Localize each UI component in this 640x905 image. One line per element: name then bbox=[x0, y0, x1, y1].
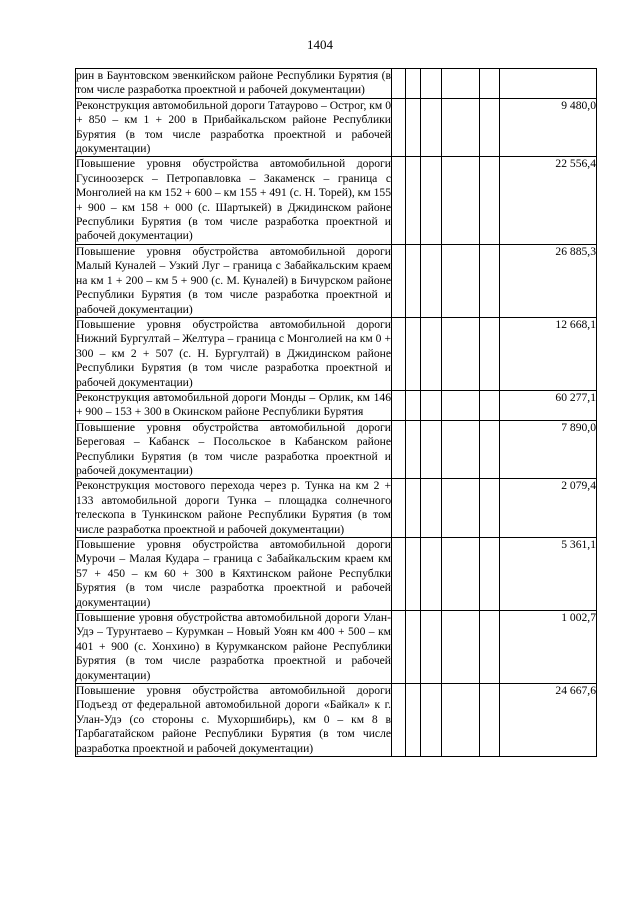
empty-cell bbox=[442, 479, 480, 538]
empty-cell bbox=[421, 611, 442, 684]
row-amount: 26 885,3 bbox=[500, 244, 597, 317]
empty-cell bbox=[442, 98, 480, 157]
empty-cell bbox=[406, 69, 421, 99]
empty-cell bbox=[421, 479, 442, 538]
row-description: Повышение уровня обустройства автомобильной дороги Гусиноозерск – Петропавловка – Закаменск – граница с Монголией на км 152 + 600 – км 155 + 491 (с. Н. Торей), км 155 + 900 – км 158 + 000 (с. Шартыкей) в Джидинском районе Республики Бурятия (в том числе разработка проектной и рабочей документации) bbox=[76, 157, 391, 243]
empty-cell bbox=[480, 98, 500, 157]
empty-cell bbox=[480, 317, 500, 390]
row-amount: 9 480,0 bbox=[500, 98, 597, 157]
empty-cell bbox=[406, 157, 421, 244]
empty-cell bbox=[392, 420, 406, 479]
budget-table bbox=[75, 68, 597, 757]
table-row bbox=[76, 69, 597, 99]
row-description: Повышение уровня обустройства автомобильной дороги Подъезд от федеральной автомобильной дороги «Байкал» к г. Улан-Удэ (со стороны с. Мухоршибирь), км 0 – км 8 в Тарбагатайском районе Республики Бурятия (в том числе разработка проектной и рабочей документации) bbox=[76, 684, 391, 755]
empty-cell bbox=[480, 244, 500, 317]
table-row bbox=[76, 538, 597, 611]
row-description: Реконструкция автомобильной дороги Татаурово – Острог, км 0 + 850 – км 1 + 200 в Прибайкальском районе Республики Бурятия (в том числе разработка проектной и рабочей документации) bbox=[76, 98, 391, 156]
empty-cell bbox=[406, 98, 421, 157]
budget-table-body bbox=[76, 69, 597, 757]
empty-cell bbox=[442, 611, 480, 684]
empty-cell bbox=[442, 684, 480, 757]
empty-cell bbox=[392, 479, 406, 538]
empty-cell bbox=[442, 244, 480, 317]
empty-cell bbox=[406, 420, 421, 479]
empty-cell bbox=[480, 420, 500, 479]
row-description: Повышение уровня обустройства автомобильной дороги Нижний Бургултай – Желтура – граница с Монголией на км 0 + 300 – км 2 + 507 (с. Н. Бургултай) в Джидинском районе Республики Бурятия (в том числе разработка проектной и рабочей документации) bbox=[76, 317, 391, 389]
table-row bbox=[76, 390, 597, 420]
table-row bbox=[76, 611, 597, 684]
empty-cell bbox=[480, 684, 500, 757]
empty-cell bbox=[392, 98, 406, 157]
empty-cell bbox=[421, 317, 442, 390]
row-description: рин в Баунтовском эвенкийском районе Республики Бурятия (в том числе разработка проектной и рабочей документации) bbox=[76, 69, 391, 97]
empty-cell bbox=[421, 684, 442, 757]
empty-cell bbox=[406, 390, 421, 420]
row-amount: 2 079,4 bbox=[500, 479, 597, 538]
empty-cell bbox=[392, 684, 406, 757]
empty-cell bbox=[421, 157, 442, 244]
empty-cell bbox=[406, 611, 421, 684]
row-amount: 60 277,1 bbox=[500, 390, 597, 420]
table-row bbox=[76, 98, 597, 157]
row-amount: 22 556,4 bbox=[500, 157, 597, 244]
row-amount bbox=[500, 69, 597, 99]
empty-cell bbox=[480, 479, 500, 538]
empty-cell bbox=[421, 244, 442, 317]
table-row bbox=[76, 244, 597, 317]
table-row bbox=[76, 157, 597, 244]
table-row bbox=[76, 420, 597, 479]
empty-cell bbox=[406, 479, 421, 538]
row-description: Реконструкция мостового перехода через р. Тунка на км 2 + 133 автомобильной дороги Тунка – площадка солнечного телескопа в Тункинском районе Республики Бурятия (в том числе разработка проектной и рабочей документации) bbox=[76, 479, 391, 536]
row-description: Повышение уровня обустройства автомобильной дороги Малый Куналей – Узкий Луг – граница с Забайкальским краем на км 1 + 200 – км 5 + 900 (с. М. Куналей) в Бичурском районе Республики Бурятия (в том числе разработка проектной и рабочей документации) bbox=[76, 244, 391, 316]
row-amount: 24 667,6 bbox=[500, 684, 597, 757]
row-description: Реконструкция автомобильной дороги Монды – Орлик, км 146 + 900 – 153 + 300 в Окинском районе Республики Бурятия bbox=[76, 390, 391, 419]
empty-cell bbox=[442, 69, 480, 99]
empty-cell bbox=[480, 69, 500, 99]
empty-cell bbox=[406, 538, 421, 611]
empty-cell bbox=[421, 69, 442, 99]
empty-cell bbox=[442, 390, 480, 420]
empty-cell bbox=[392, 390, 406, 420]
empty-cell bbox=[421, 538, 442, 611]
empty-cell bbox=[421, 390, 442, 420]
empty-cell bbox=[392, 538, 406, 611]
empty-cell bbox=[480, 157, 500, 244]
row-amount: 1 002,7 bbox=[500, 611, 597, 684]
row-description: Повышение уровня обустройства автомобильной дороги Мурочи – Малая Кудара – граница с Забайкальским краем км 57 + 450 – км 60 + 300 в Кяхтинском районе Республки Бурятия (в том числе разработка проектной и рабочей документации) bbox=[76, 538, 391, 609]
empty-cell bbox=[480, 611, 500, 684]
row-amount: 12 668,1 bbox=[500, 317, 597, 390]
row-amount: 5 361,1 bbox=[500, 538, 597, 611]
table-row bbox=[76, 479, 597, 538]
row-description: Повышение уровня обустройства автомобильной дороги Улан-Удэ – Турунтаево – Курумкан – Новый Уоян км 400 + 500 – км 401 + 900 (с. Хонхино) в Курумканском районе Республики Бурятия (в том числе разработка проектной и рабочей документации) bbox=[76, 611, 391, 682]
empty-cell bbox=[392, 244, 406, 317]
empty-cell bbox=[421, 98, 442, 157]
empty-cell bbox=[480, 390, 500, 420]
row-amount: 7 890,0 bbox=[500, 420, 597, 479]
empty-cell bbox=[406, 317, 421, 390]
table-row bbox=[76, 684, 597, 757]
empty-cell bbox=[442, 157, 480, 244]
empty-cell bbox=[392, 157, 406, 244]
row-description: Повышение уровня обустройства автомобильной дороги Береговая – Кабанск – Посольское в Кабанском районе Республики Бурятия (в том числе разработка проектной и рабочей документации) bbox=[76, 420, 391, 477]
empty-cell bbox=[392, 69, 406, 99]
empty-cell bbox=[392, 611, 406, 684]
empty-cell bbox=[480, 538, 500, 611]
page-number: 1404 bbox=[307, 37, 333, 52]
table-row bbox=[76, 317, 597, 390]
empty-cell bbox=[442, 538, 480, 611]
empty-cell bbox=[442, 317, 480, 390]
empty-cell bbox=[406, 244, 421, 317]
empty-cell bbox=[406, 684, 421, 757]
empty-cell bbox=[442, 420, 480, 479]
empty-cell bbox=[421, 420, 442, 479]
empty-cell bbox=[392, 317, 406, 390]
